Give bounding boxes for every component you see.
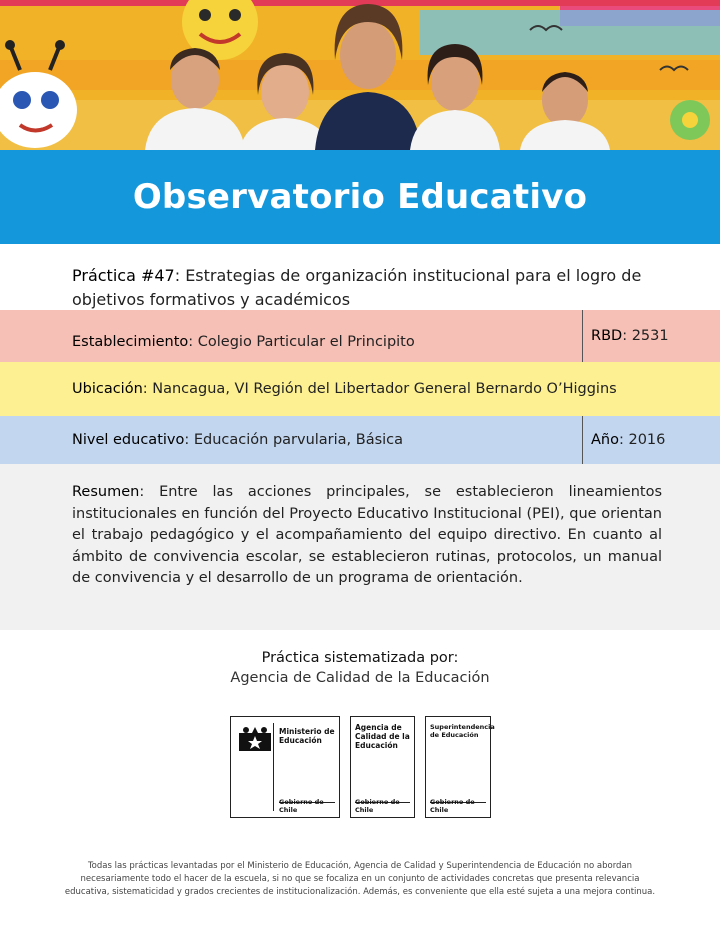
ministerio-name-line-1: Ministerio de	[279, 727, 335, 736]
hero-photo	[0, 0, 720, 150]
year-cell	[582, 416, 720, 464]
practice-label: Práctica #47	[72, 266, 175, 285]
agencia-footer: Gobierno de Chile	[355, 798, 400, 814]
superintendencia-logo	[425, 716, 495, 818]
location-label: Ubicación	[72, 381, 143, 397]
ministerio-logo	[230, 716, 340, 818]
title-band	[0, 150, 720, 244]
agencia-name-line-3: Educación	[355, 741, 398, 750]
agencia-logo	[350, 716, 415, 818]
summary-text: : Entre las acciones principales, se establecieron lineamientos institucionales en función del Proyecto Educativo Institucional (PEI), que orientan el trabajo pedagógico y el acompañamiento del equipo directivo. En cuanto al ámbito de convivencia escolar, se establecieron rutinas, protocolos, un manual de convivencia y el desarrollo de un programa de orientación.	[72, 484, 662, 586]
agencia-name-line-1: Agencia de	[355, 723, 402, 732]
establishment-cell	[0, 310, 582, 362]
superintendencia-footer: Gobierno de Chile	[430, 798, 475, 814]
rbd-value: : 2531	[622, 328, 669, 344]
ministerio-name	[279, 727, 335, 745]
superintendencia-name-line-2: de Educación	[430, 731, 479, 739]
establishment-value: : Colegio Particular el Principito	[188, 334, 415, 350]
credit-title: Práctica sistematizada por:	[261, 650, 459, 666]
establishment-row	[0, 310, 720, 362]
practice-heading	[72, 264, 682, 312]
school-mural-photo-icon	[0, 0, 720, 150]
credit-agency: Agencia de Calidad de la Educación	[230, 670, 490, 686]
level-value: : Educación parvularia, Básica	[184, 432, 404, 448]
superintendencia-name	[430, 723, 495, 739]
rbd-label: RBD	[591, 328, 623, 344]
page-title: Observatorio Educativo	[132, 177, 588, 217]
summary-paragraph	[72, 482, 662, 590]
chile-shield-icon	[237, 725, 273, 755]
location-cell	[0, 362, 720, 416]
level-label: Nivel educativo	[72, 432, 185, 448]
logo-separator	[273, 723, 274, 811]
superintendencia-name-line-1: Superintendencia	[430, 723, 495, 731]
establishment-label: Establecimiento	[72, 334, 189, 350]
practice-text: : Estrategias de organización institucional para el logro de objetivos formativos y académicos	[72, 266, 642, 309]
agencia-name-line-2: Calidad de la	[355, 732, 410, 741]
government-logos	[0, 716, 720, 820]
year-value: : 2016	[618, 432, 666, 448]
ministerio-name-line-2: Educación	[279, 736, 322, 745]
agencia-name	[355, 723, 410, 750]
ministerio-footer: Gobierno de Chile	[279, 798, 324, 814]
location-value: : Nancagua, VI Región del Libertador General Bernardo O’Higgins	[142, 381, 617, 397]
level-cell	[0, 416, 582, 464]
disclaimer-note: Todas las prácticas levantadas por el Ministerio de Educación, Agencia de Calidad y Superintendencia de Educación no abordan necesariamente todo el hacer de la escuela, si no que se focaliza en un conjunto de actividades concretas que presenta relevancia educativa, sistematicidad y grados crecientes de institucionalización. Además, es conveniente que ella esté sujeta a una mejora continua.	[64, 861, 656, 897]
level-row	[0, 416, 720, 464]
summary-label: Resumen	[72, 484, 140, 500]
summary-section	[0, 464, 720, 630]
location-row	[0, 362, 720, 416]
rbd-cell	[582, 310, 720, 362]
year-label: Año	[591, 432, 619, 448]
